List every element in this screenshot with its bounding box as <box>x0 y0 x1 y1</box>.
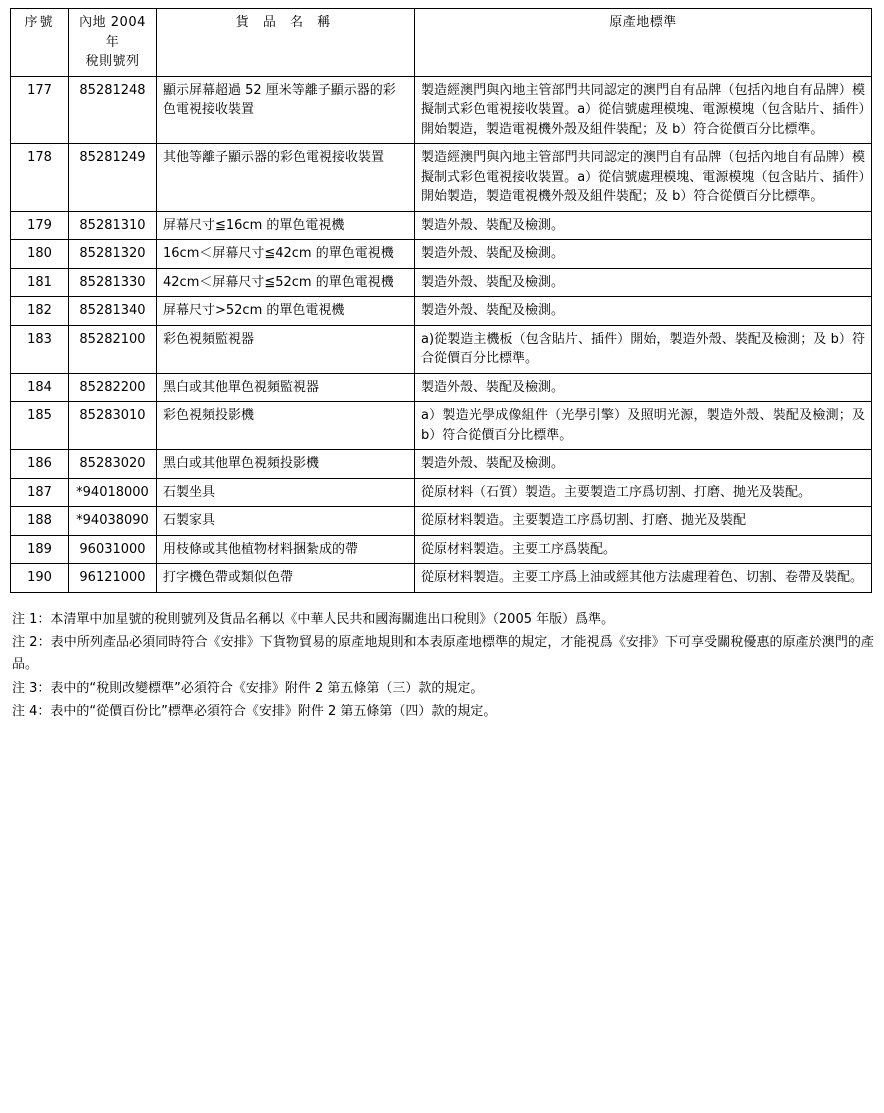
cell-sequence: 180 <box>11 240 69 269</box>
cell-origin-rule: 製造經澳門與內地主管部門共同認定的澳門自有品牌（包括內地自有品牌）模擬制式彩色電視接收裝置。a）從信號處理模塊、電源模塊（包含貼片、插件）開始製造，製造電視機外殼及組件裝配；及 b）符合從價百分比標準。 <box>415 76 872 144</box>
cell-goods-name: 42cm＜屏幕尺寸≦52cm 的單色電視機 <box>157 268 415 297</box>
column-header-origin-rule: 原產地標準 <box>415 9 872 77</box>
cell-origin-rule: 從原材料製造。主要工序爲裝配。 <box>415 535 872 564</box>
table-row <box>11 325 872 373</box>
cell-sequence: 181 <box>11 268 69 297</box>
column-header-goods-name: 貨 品 名 稱 <box>157 9 415 77</box>
cell-origin-rule: a)從製造主機板（包含貼片、插件）開始，製造外殼、裝配及檢測；及 b）符合從價百分比標準。 <box>415 325 872 373</box>
cell-tariff-code: 85281340 <box>69 297 157 326</box>
footnotes <box>10 609 874 724</box>
cell-sequence: 186 <box>11 450 69 479</box>
cell-tariff-code: *94038090 <box>69 507 157 536</box>
cell-goods-name: 其他等離子顯示器的彩色電視接收裝置 <box>157 144 415 212</box>
table-row <box>11 211 872 240</box>
cell-origin-rule: 從原材料製造。主要製造工序爲切割、打磨、拋光及裝配 <box>415 507 872 536</box>
table-row <box>11 535 872 564</box>
cell-sequence: 183 <box>11 325 69 373</box>
cell-origin-rule: 製造外殼、裝配及檢測。 <box>415 240 872 269</box>
column-header-tariff-code-line1: 內地 2004 年 <box>79 15 146 50</box>
cell-sequence: 189 <box>11 535 69 564</box>
cell-sequence: 184 <box>11 373 69 402</box>
cell-tariff-code: 96031000 <box>69 535 157 564</box>
cell-tariff-code: 85281249 <box>69 144 157 212</box>
cell-goods-name: 石製坐具 <box>157 478 415 507</box>
table-row <box>11 268 872 297</box>
cell-tariff-code: *94018000 <box>69 478 157 507</box>
footnote-4: 注 4：表中的“從價百份比”標準必須符合《安排》附件 2 第五條第（四）款的規定。 <box>12 703 497 719</box>
tariff-table <box>10 8 872 593</box>
cell-tariff-code: 85282100 <box>69 325 157 373</box>
cell-origin-rule: 製造外殼、裝配及檢測。 <box>415 450 872 479</box>
footnote-1: 注 1：本清單中加星號的稅則號列及貨品名稱以《中華人民共和國海關進出口稅則》（2005 年版）爲準。 <box>12 611 615 627</box>
cell-sequence: 187 <box>11 478 69 507</box>
cell-sequence: 177 <box>11 76 69 144</box>
cell-origin-rule: 從原材料製造。主要工序爲上油或經其他方法處理着色、切割、卷帶及裝配。 <box>415 564 872 593</box>
column-header-tariff-code <box>69 9 157 77</box>
table-row <box>11 478 872 507</box>
table-body <box>11 76 872 592</box>
cell-goods-name: 石製家具 <box>157 507 415 536</box>
cell-sequence: 182 <box>11 297 69 326</box>
table-header <box>11 9 872 77</box>
table-row <box>11 402 872 450</box>
cell-goods-name: 16cm＜屏幕尺寸≦42cm 的單色電視機 <box>157 240 415 269</box>
cell-tariff-code: 85281310 <box>69 211 157 240</box>
cell-sequence: 185 <box>11 402 69 450</box>
cell-tariff-code: 85282200 <box>69 373 157 402</box>
cell-sequence: 190 <box>11 564 69 593</box>
cell-goods-name: 屏幕尺寸≦16cm 的單色電視機 <box>157 211 415 240</box>
cell-goods-name: 打字機色帶或類似色帶 <box>157 564 415 593</box>
cell-goods-name: 屏幕尺寸>52cm 的單色電視機 <box>157 297 415 326</box>
table-row <box>11 373 872 402</box>
table-row <box>11 76 872 144</box>
cell-tariff-code: 85283020 <box>69 450 157 479</box>
cell-goods-name: 彩色視頻監視器 <box>157 325 415 373</box>
table-row <box>11 297 872 326</box>
cell-goods-name: 黑白或其他單色視頻投影機 <box>157 450 415 479</box>
table-header-row <box>11 9 872 77</box>
cell-tariff-code: 85281248 <box>69 76 157 144</box>
cell-sequence: 188 <box>11 507 69 536</box>
cell-tariff-code: 85281330 <box>69 268 157 297</box>
cell-origin-rule: a）製造光學成像組件（光學引擎）及照明光源，製造外殼、裝配及檢測；及 b）符合從價百分比標準。 <box>415 402 872 450</box>
cell-origin-rule: 從原材料（石質）製造。主要製造工序爲切割、打磨、拋光及裝配。 <box>415 478 872 507</box>
cell-goods-name: 顯示屏幕超過 52 厘米等離子顯示器的彩色電視接收裝置 <box>157 76 415 144</box>
column-header-tariff-code-line2: 稅則號列 <box>85 54 140 69</box>
column-header-sequence: 序號 <box>11 9 69 77</box>
cell-origin-rule: 製造外殼、裝配及檢測。 <box>415 373 872 402</box>
cell-origin-rule: 製造外殼、裝配及檢測。 <box>415 268 872 297</box>
table-row <box>11 507 872 536</box>
footnote-3: 注 3：表中的“稅則改變標準”必須符合《安排》附件 2 第五條第（三）款的規定。 <box>12 680 484 696</box>
cell-goods-name: 彩色視頻投影機 <box>157 402 415 450</box>
table-row <box>11 240 872 269</box>
cell-tariff-code: 85283010 <box>69 402 157 450</box>
table-row <box>11 564 872 593</box>
table-row <box>11 144 872 212</box>
cell-origin-rule: 製造外殼、裝配及檢測。 <box>415 297 872 326</box>
cell-tariff-code: 96121000 <box>69 564 157 593</box>
footnote-2: 注 2：表中所列產品必須同時符合《安排》下貨物貿易的原產地規則和本表原產地標準的規定，才能視爲《安排》下可享受關稅優惠的原產於澳門的產品。 <box>12 634 874 673</box>
cell-sequence: 178 <box>11 144 69 212</box>
cell-tariff-code: 85281320 <box>69 240 157 269</box>
cell-goods-name: 用枝條或其他植物材料捆紮成的帶 <box>157 535 415 564</box>
table-row <box>11 450 872 479</box>
cell-origin-rule: 製造外殼、裝配及檢測。 <box>415 211 872 240</box>
cell-origin-rule: 製造經澳門與內地主管部門共同認定的澳門自有品牌（包括內地自有品牌）模擬制式彩色電視接收裝置。a）從信號處理模塊、電源模塊（包含貼片、插件）開始製造，製造電視機外殼及組件裝配；及 b）符合從價百分比標準。 <box>415 144 872 212</box>
cell-sequence: 179 <box>11 211 69 240</box>
cell-goods-name: 黑白或其他單色視頻監視器 <box>157 373 415 402</box>
